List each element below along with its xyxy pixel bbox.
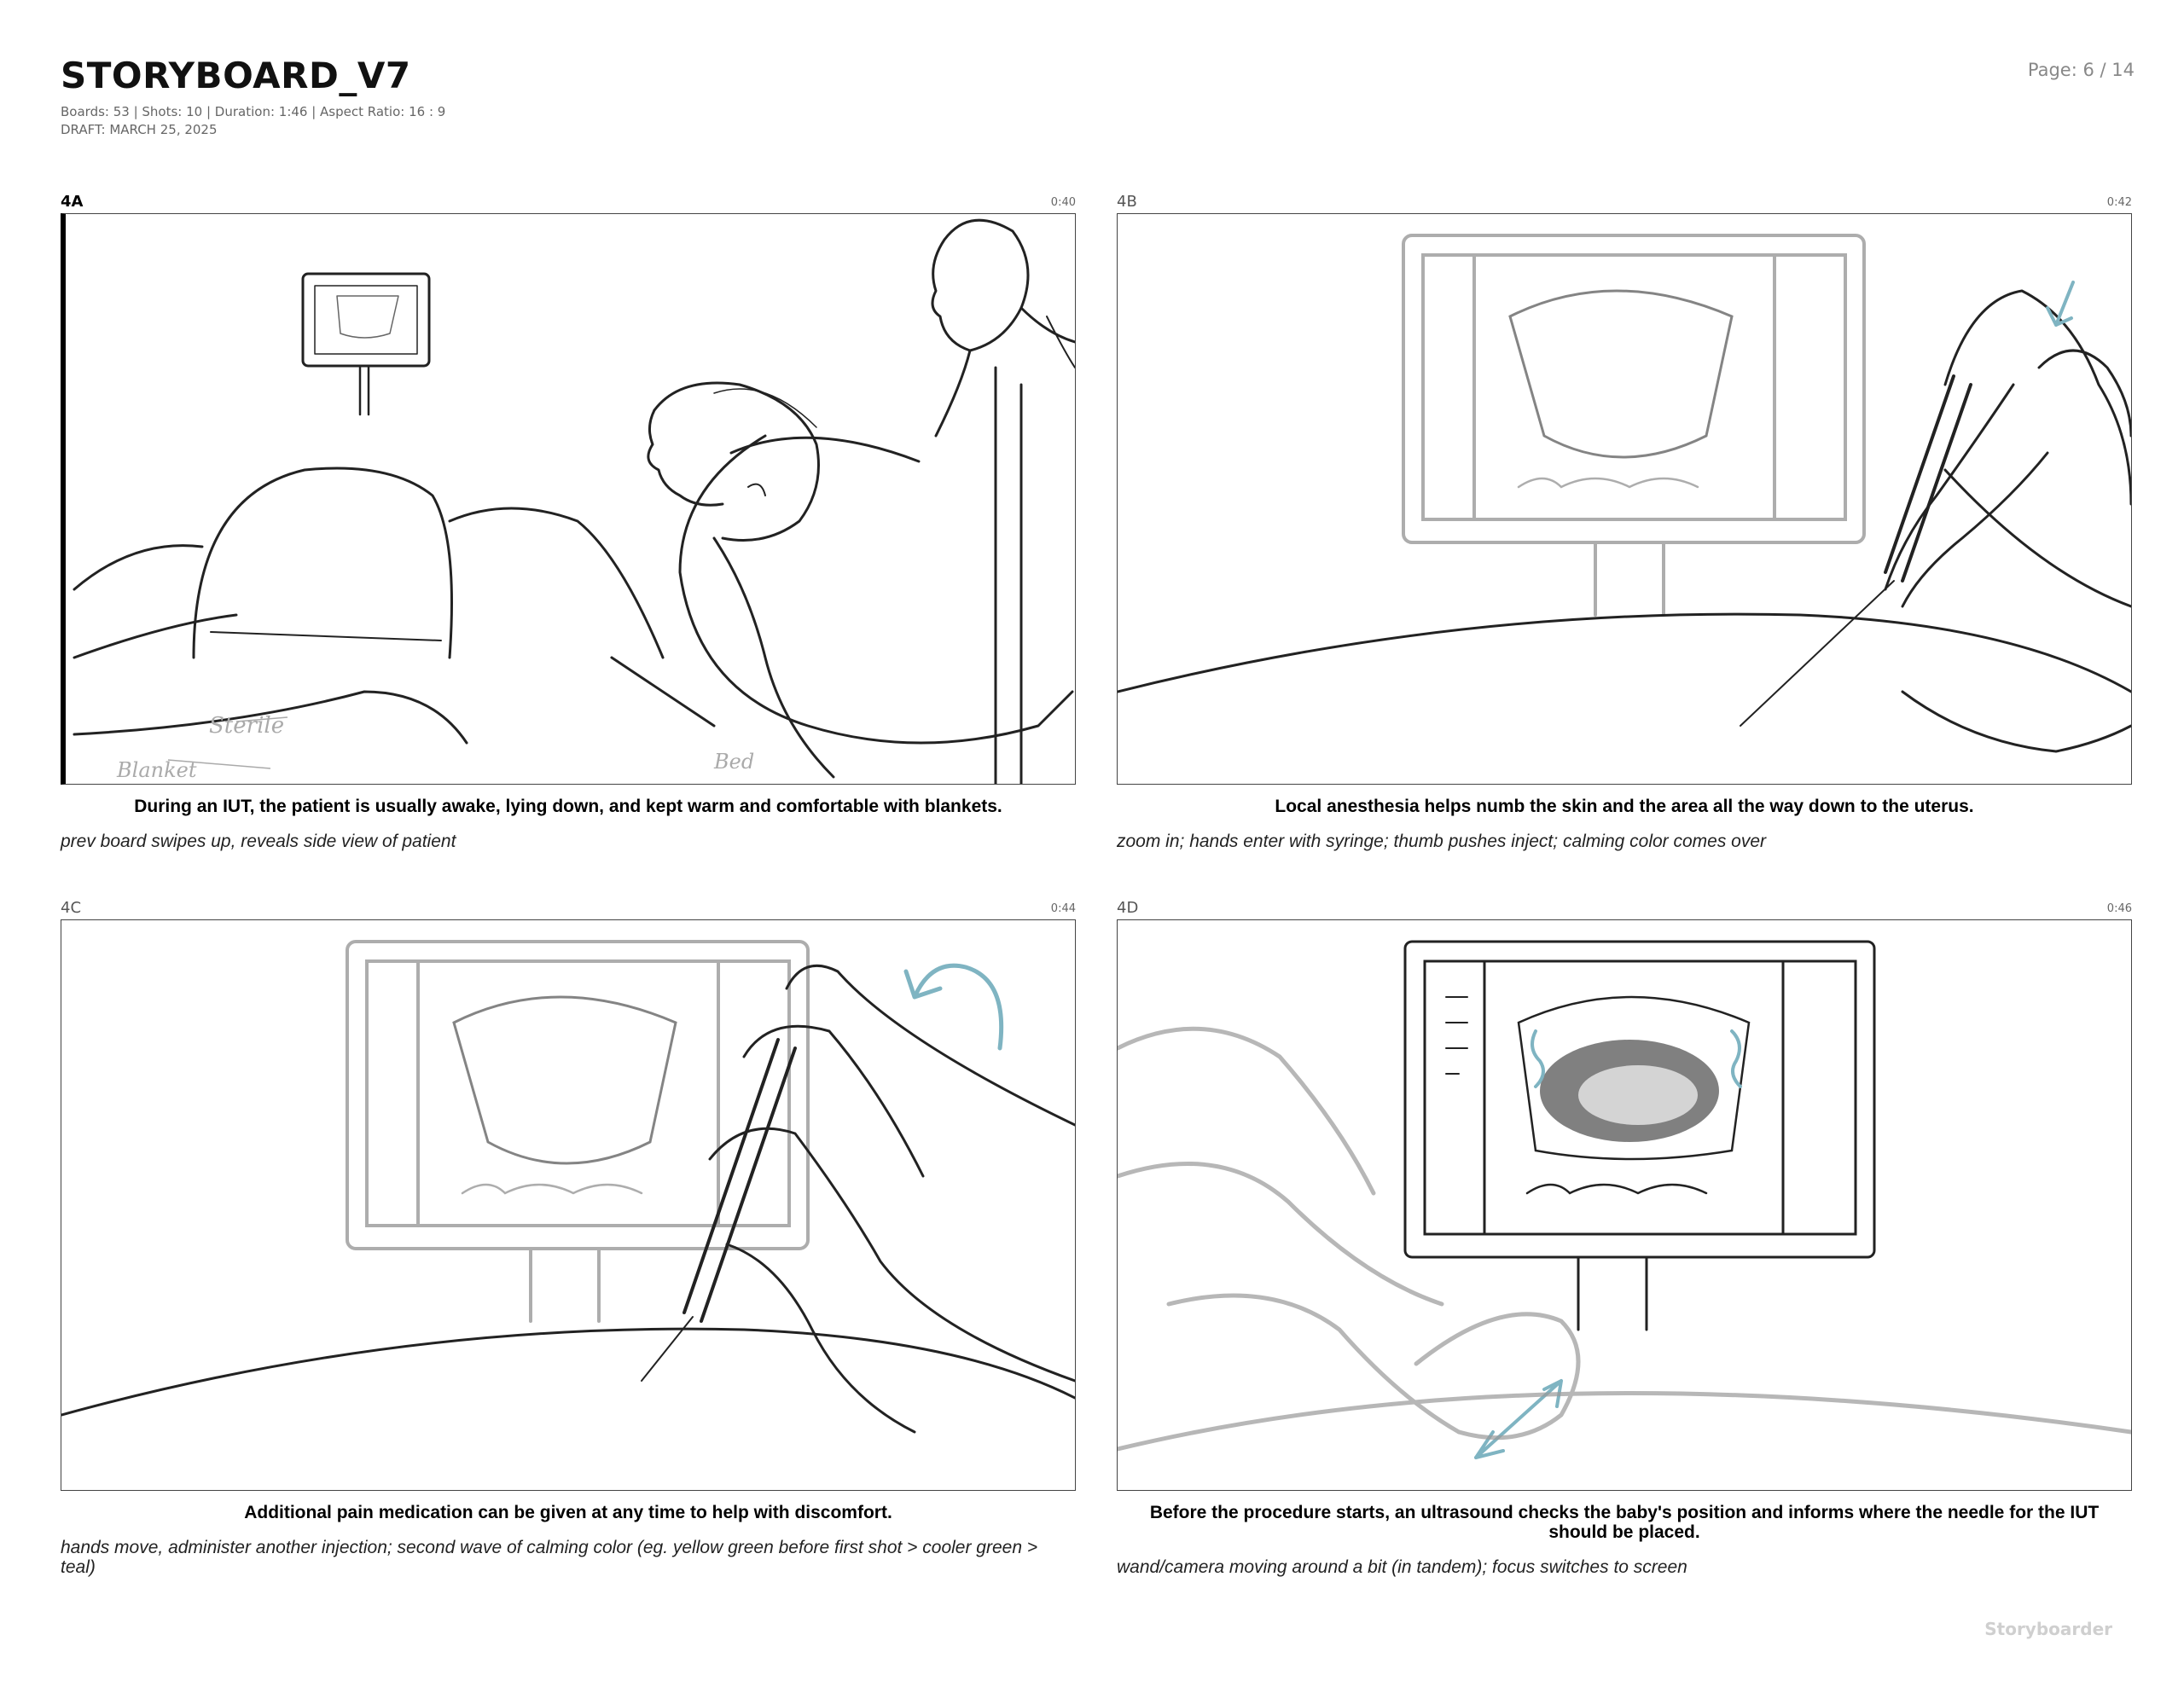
panel-caption: During an IUT, the patient is usually awake, lying down, and kept warm and comfortable with blankets. bbox=[134, 797, 1002, 816]
panel-caption: Local anesthesia helps numb the skin and the area all the way down to the uterus. bbox=[1275, 797, 1974, 816]
panel-label: 4B bbox=[1117, 193, 1137, 211]
panel-timecode: 0:44 bbox=[1050, 902, 1076, 915]
panel-frame[interactable] bbox=[61, 919, 1076, 1491]
sketch-patient-side-view bbox=[66, 214, 1075, 784]
panel-timecode: 0:40 bbox=[1050, 196, 1076, 209]
storyboard-panel-4d[interactable] bbox=[1117, 896, 2132, 1577]
sketch-ultrasound-check bbox=[1118, 920, 2131, 1490]
panel-direction-note: wand/camera moving around a bit (in tandem); focus switches to screen bbox=[1117, 1557, 1687, 1577]
storyboarder-logo: Storyboarder bbox=[1984, 1619, 2112, 1639]
panel-frame[interactable] bbox=[1117, 213, 2132, 785]
sketch-label-sterile: Sterile bbox=[209, 713, 285, 739]
panel-frame[interactable] bbox=[61, 213, 1076, 785]
board-stats: Boards: 53 | Shots: 10 | Duration: 1:46 | Aspect Ratio: 16 : 9 bbox=[61, 104, 446, 119]
sketch-label-blanket: Blanket bbox=[117, 758, 197, 782]
panel-header bbox=[61, 189, 1076, 213]
panel-caption: Before the procedure starts, an ultrasound checks the baby's position and informs where the needle for the IUT should be placed. bbox=[1149, 1503, 2100, 1542]
document-meta bbox=[61, 103, 445, 139]
panel-timecode: 0:42 bbox=[2106, 196, 2132, 209]
panel-timecode: 0:46 bbox=[2106, 902, 2132, 915]
panel-caption: Additional pain medication can be given at any time to help with discomfort. bbox=[244, 1503, 892, 1522]
storyboard-panel-4c[interactable] bbox=[61, 896, 1076, 1577]
panel-header bbox=[1117, 896, 2132, 919]
panel-direction-note: prev board swipes up, reveals side view of patient bbox=[61, 832, 456, 851]
sketch-syringe-injection bbox=[1118, 214, 2131, 784]
panel-direction-note: hands move, administer another injection; second wave of calming color (eg. yellow green before first shot > cooler green > teal) bbox=[61, 1538, 1038, 1577]
sketch-second-injection bbox=[61, 920, 1075, 1490]
storyboard-panel-4b[interactable] bbox=[1117, 189, 2132, 851]
panel-label: 4A bbox=[61, 193, 84, 211]
document-title: STORYBOARD_V7 bbox=[61, 55, 411, 96]
page-number: Page: 6 / 14 bbox=[2027, 60, 2135, 80]
sketch-label-bed: Bed bbox=[714, 750, 755, 774]
panel-header bbox=[61, 896, 1076, 919]
storyboard-panel-4a[interactable] bbox=[61, 189, 1076, 851]
panel-label: 4D bbox=[1117, 899, 1139, 917]
panel-header bbox=[1117, 189, 2132, 213]
panel-frame[interactable] bbox=[1117, 919, 2132, 1491]
draft-date: DRAFT: MARCH 25, 2025 bbox=[61, 122, 218, 137]
panel-direction-note: zoom in; hands enter with syringe; thumb pushes inject; calming color comes over bbox=[1117, 832, 1767, 851]
panel-label: 4C bbox=[61, 899, 82, 917]
